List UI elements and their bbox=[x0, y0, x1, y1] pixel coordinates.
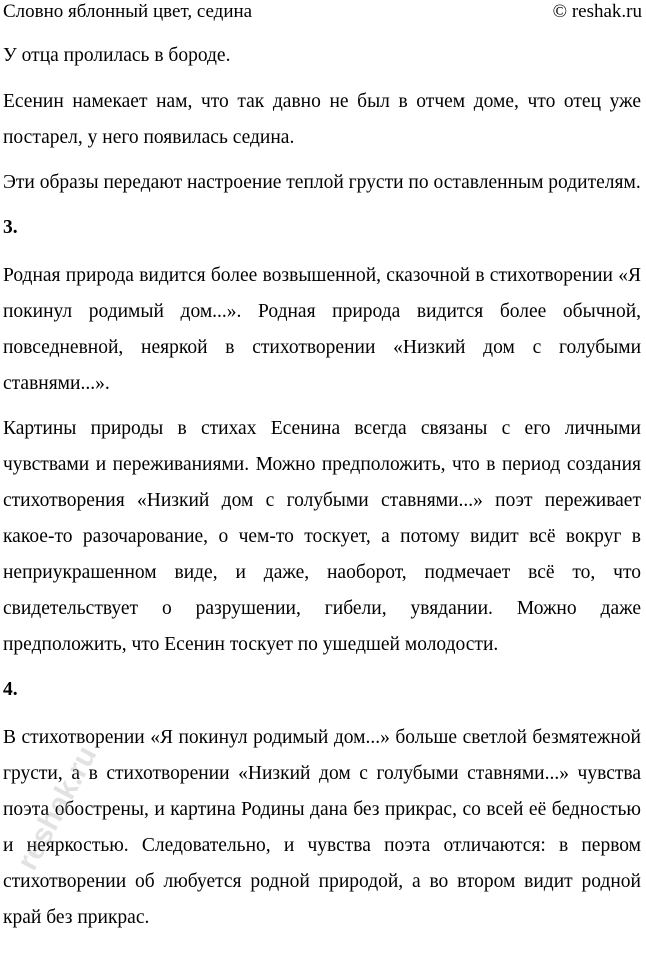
paragraph-4: Картины природы в стихах Есенина всегда связаны с его личными чувствами и переживаниями. Можно предположить, что в период создания стихотворения «Низкий дом с голубыми ставнями...» поэт переживает какое-то разочарование, о чем-то тоскует, а потому видит всё вокруг в неприукрашенном виде, и даже, наоборот, подмечает всё то, что свидетельствует о разрушении, гибели, увядании. Можно даже предположить, что Есенин тоскует по ушедшей молодости. bbox=[3, 418, 641, 655]
paragraph-2: Эти образы передают настроение теплой грусти по оставленным родителям. bbox=[3, 172, 641, 193]
copyright-text: © reshak.ru bbox=[552, 1, 642, 22]
paragraph-1: Есенин намекает нам, что так давно не был в отчем доме, что отец уже постарел, у него появилась седина. bbox=[3, 91, 641, 148]
paragraph-0: У отца пролилась в бороде. bbox=[3, 45, 231, 66]
header-title: Словно яблонный цвет, седина bbox=[3, 1, 253, 22]
page-header bbox=[0, 0, 646, 26]
section-heading-4: 4. bbox=[3, 679, 18, 700]
paragraph-3: Родная природа видится более возвышенной, сказочной в стихотворении «Я покинул родимый дом...». Родная природа видится более обычной, повседневной, неяркой в стихотворении «Низкий дом с голубыми ставнями...». bbox=[3, 265, 641, 394]
watermark: reshak.ru bbox=[10, 740, 104, 876]
document-body bbox=[3, 38, 641, 945]
paragraph-5: В стихотворении «Я покинул родимый дом...» больше светлой безмятежной грусти, а в стихотворении «Низкий дом с голубыми ставнями...» чувства поэта обострены, и картина Родины дана без прикрас, со всей её бедностью и неяркостью. Следовательно, и чувства поэта отличаются: в первом стихотворении об любуется родной природой, а во втором видит родной край без прикрас. bbox=[3, 727, 641, 928]
section-heading-3: 3. bbox=[3, 217, 18, 238]
